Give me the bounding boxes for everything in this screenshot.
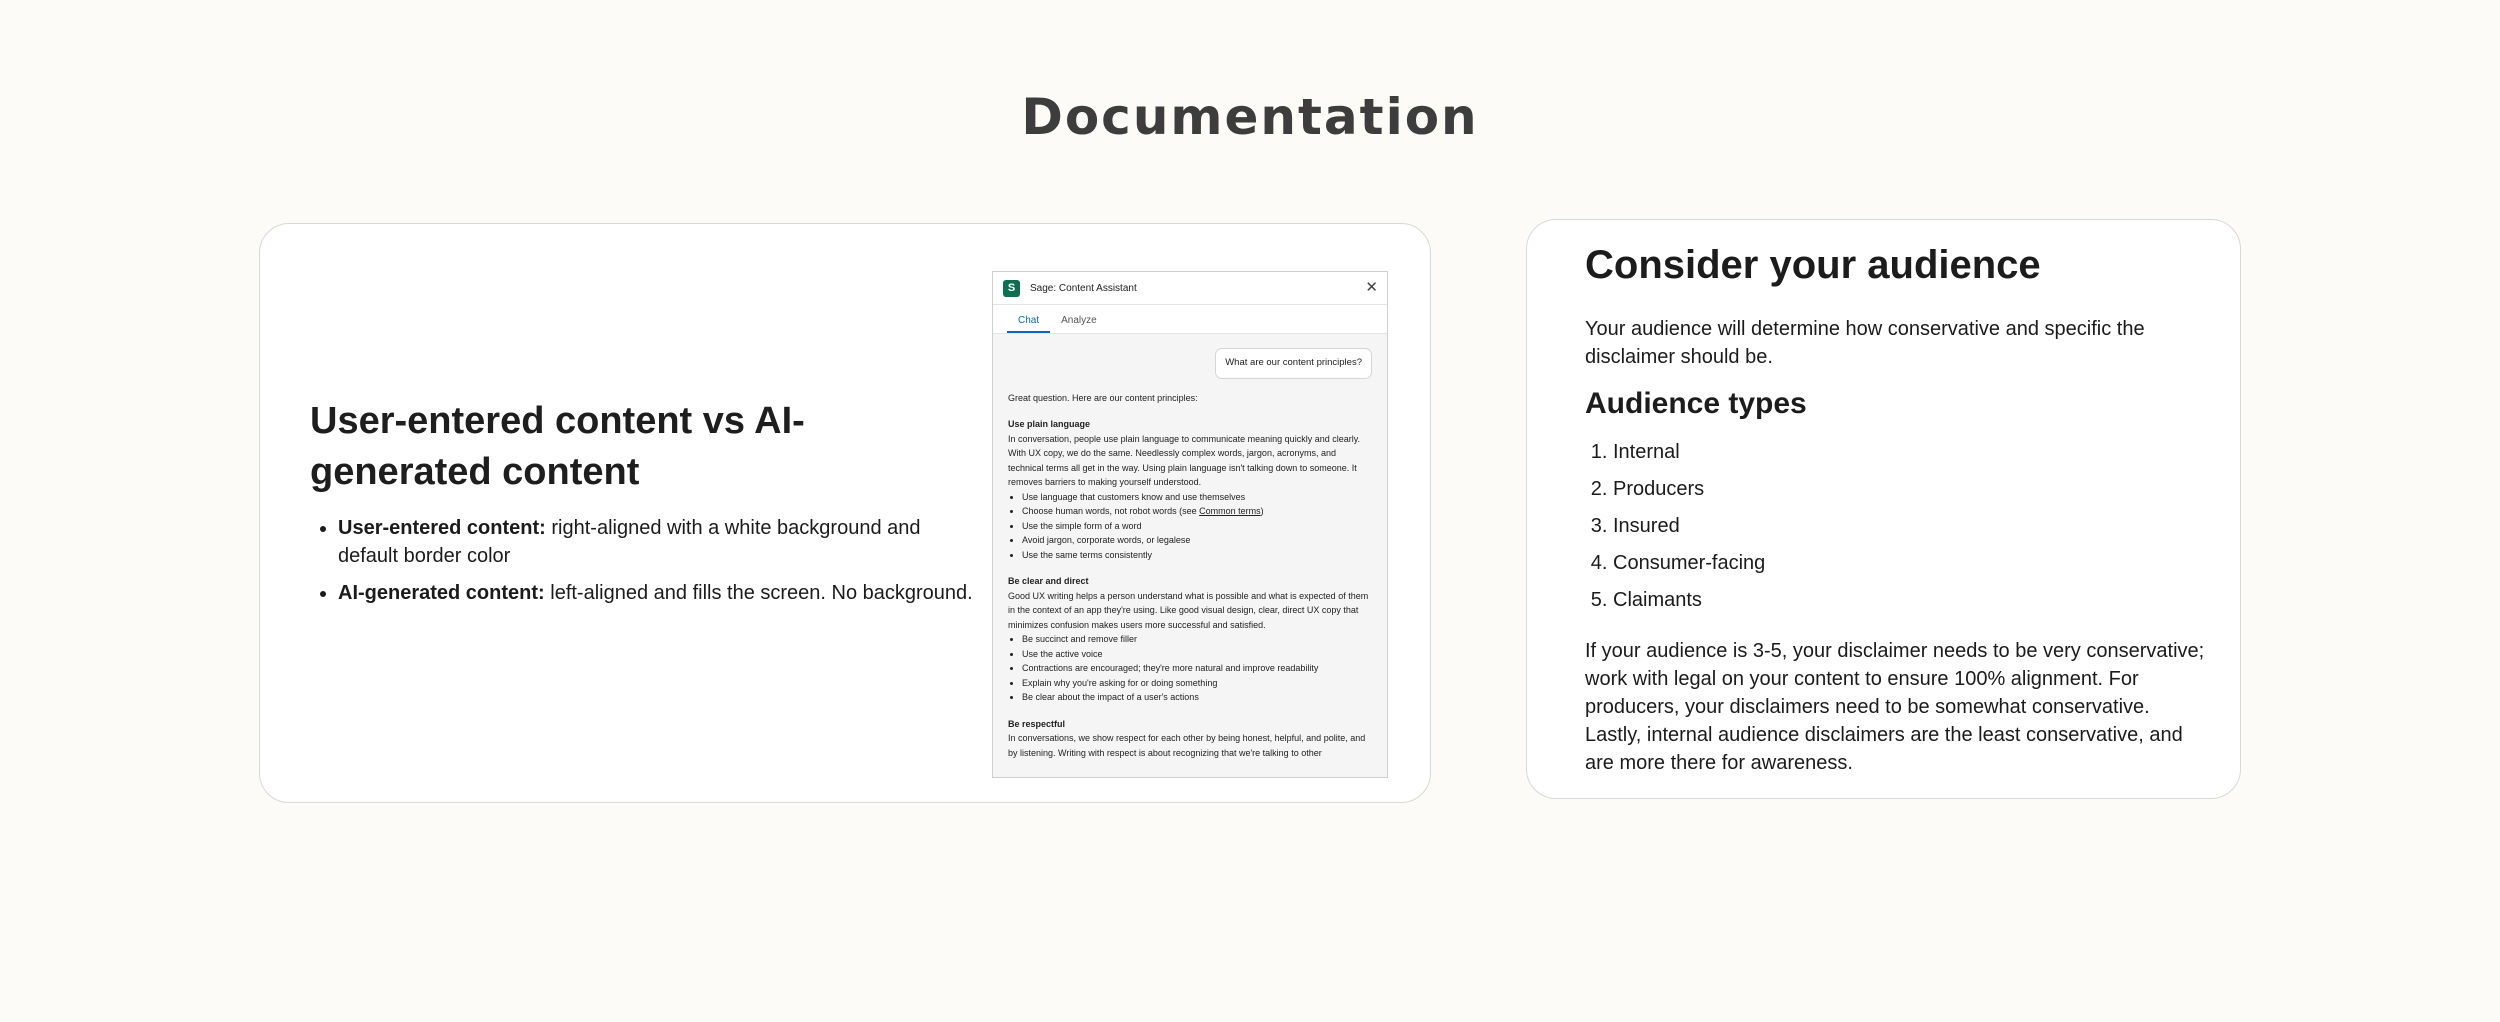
bullet-text: right-aligned with a white background and default border color: [338, 517, 921, 567]
list-item: [338, 579, 978, 607]
list-item: 3. Insured: [1613, 512, 1765, 540]
section-body: In conversation, people use plain language to communicate meaning quickly and clearly. With UX copy, we do the same. Needlessly complex words, jargon, acronyms, and technical terms all get in the way. Using plain language isn't talking down to someone. It removes barriers to making yourself understood.: [1008, 433, 1361, 487]
list-item: • Be succinct and remove filler: [1022, 632, 1372, 647]
assistant-tabs: [993, 305, 1387, 334]
chat-body: [993, 334, 1387, 774]
list-item: • Be clear about the impact of a user's actions: [1022, 690, 1372, 705]
list-item: 5. Claimants: [1613, 586, 1765, 614]
list-item: • Explain why you're asking for or doing something: [1022, 676, 1372, 691]
close-icon[interactable]: ✕: [1365, 279, 1378, 296]
tab-analyze[interactable]: Analyze: [1061, 315, 1097, 326]
common-terms-link[interactable]: Common terms: [1199, 506, 1261, 516]
list-item: • Use the same terms consistently: [1022, 548, 1372, 563]
sage-logo-icon: S: [1003, 280, 1020, 297]
bullet-label: AI-generated content:: [338, 582, 545, 604]
list-item: [1022, 504, 1372, 519]
list-item: 1. Internal: [1613, 438, 1765, 466]
audience-types-list: [1585, 438, 1765, 623]
list-item: • Avoid jargon, corporate words, or legalese: [1022, 533, 1372, 548]
bullet-text: left-aligned and fills the screen. No background.: [550, 582, 973, 604]
list-item: 2. Producers: [1613, 475, 1765, 503]
list-item: • Use the active voice: [1022, 647, 1372, 662]
audience-intro: Your audience will determine how conservative and specific the disclaimer should be.: [1585, 318, 2145, 368]
assistant-header: [993, 272, 1387, 305]
ai-message-intro: Great question. Here are our content principles:: [1008, 392, 1198, 403]
tab-chat[interactable]: Chat: [1007, 315, 1050, 333]
section-body: In conversations, we show respect for each other by being honest, helpful, and polite, and by listening. Writing with respect is about recognizing that we're talking to other: [1008, 733, 1366, 758]
list-item: [338, 514, 978, 570]
section-body: Good UX writing helps a person understand what is possible and what is expected of them in the context of an app they're using. Like good visual design, clear, direct UX copy that minimizes confusion makes users more successful and satisfied.: [1008, 590, 1369, 630]
common-terms-item: Choose human words, not robot words (see Common terms): [1022, 506, 1264, 516]
audience-heading: Consider your audience: [1585, 243, 2041, 287]
section-title: Be clear and direct: [1008, 576, 1089, 586]
list-item: • Use the simple form of a word: [1022, 519, 1372, 534]
ai-section: [1008, 717, 1372, 761]
user-message: What are our content principles?: [1215, 348, 1372, 379]
page-title: Documentation: [1021, 88, 1479, 146]
list-item: • Contractions are encouraged; they're more natural and improve readability: [1022, 661, 1372, 676]
assistant-panel: [992, 271, 1388, 778]
audience-outro: If your audience is 3-5, your disclaimer needs to be very conservative; work with legal on your content to ensure 100% alignment. For producers, your disclaimers need to be somewhat conservative. Lastly, internal audience disclaimers are the least conservative, and are more there for awareness.: [1585, 640, 2205, 774]
ai-section: [1008, 574, 1372, 705]
assistant-title: Sage: Content Assistant: [1030, 282, 1137, 294]
content-types-list: [310, 514, 978, 616]
list-item: 4. Consumer-facing: [1613, 549, 1765, 577]
section-title: Be respectful: [1008, 718, 1066, 729]
audience-types-heading: Audience types: [1585, 387, 1807, 420]
content-types-heading: User-entered content vs AI-generated content: [310, 400, 805, 493]
section-title: Use plain language: [1008, 419, 1091, 429]
ai-section: [1008, 417, 1372, 562]
bullet-label: User-entered content:: [338, 517, 546, 539]
list-item: • Use language that customers know and use themselves: [1022, 490, 1372, 505]
audience-card: [1526, 219, 2241, 799]
content-types-card: [259, 223, 1431, 803]
